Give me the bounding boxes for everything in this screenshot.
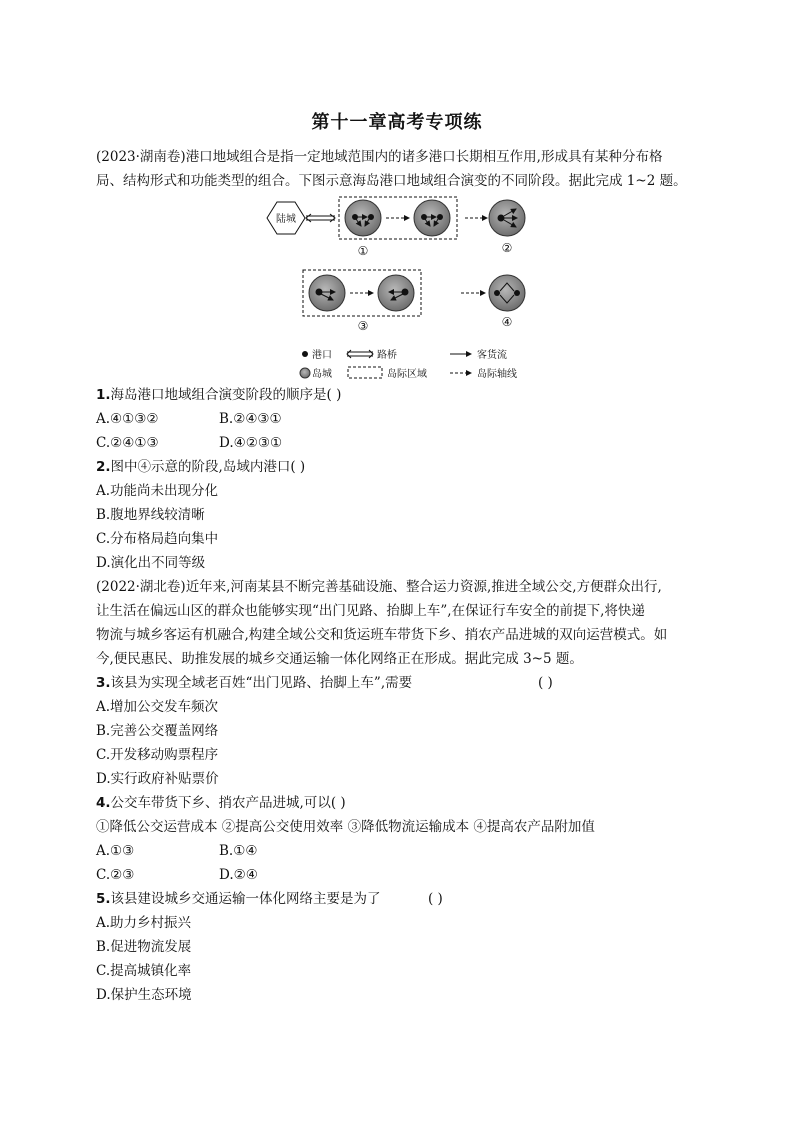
q1-option-b[interactable]: B.②④③① bbox=[219, 411, 282, 427]
intro1-line1 bbox=[96, 146, 662, 169]
q5-option-c[interactable]: C.提高城镇化率 bbox=[96, 963, 192, 979]
legend-cargo-flow: 客货流 bbox=[477, 350, 507, 361]
q1-option-a[interactable]: A.④①③② bbox=[96, 411, 159, 427]
intro2-line2: 让生活在偏远山区的群众也能够实现“出门见路、抬脚上车”,在保证行车安全的前提下,将快递 bbox=[96, 603, 645, 619]
bridge-symbol bbox=[306, 214, 335, 222]
q1-option-d[interactable]: D.④②③① bbox=[219, 435, 283, 451]
q4-options-row2 bbox=[96, 864, 258, 887]
q4-option-b[interactable]: B.①④ bbox=[219, 843, 258, 859]
q5-number: 5. bbox=[96, 891, 111, 907]
q4-text: 公交车带货下乡、捎农产品进城,可以( ) bbox=[110, 795, 346, 811]
q1-stem bbox=[96, 384, 341, 407]
q4-option-c[interactable]: C.②③ bbox=[96, 867, 135, 883]
land-hexagon bbox=[267, 202, 305, 234]
port-evolution-diagram bbox=[255, 192, 545, 384]
intro1-text1: 港口地域组合是指一定地域范围内的诸多港口长期相互作用,形成具有某种分布格 bbox=[185, 149, 663, 165]
diagram-legend bbox=[300, 348, 517, 380]
q2-text: 图中④示意的阶段,岛域内港口( ) bbox=[110, 459, 306, 475]
q3-option-a[interactable]: A.增加公交发车频次 bbox=[96, 699, 219, 715]
q2-option-d[interactable]: D.演化出不同等级 bbox=[96, 555, 206, 571]
q5-option-a[interactable]: A.助力乡村振兴 bbox=[96, 915, 192, 931]
q3-option-b[interactable]: B.完善公交覆盖网络 bbox=[96, 723, 219, 739]
q5-option-d[interactable]: D.保护生态环境 bbox=[96, 987, 192, 1003]
q2-number: 2. bbox=[96, 459, 111, 475]
q3-number: 3. bbox=[96, 675, 111, 691]
q2-option-c[interactable]: C.分布格局趋向集中 bbox=[96, 531, 219, 547]
q3-stem bbox=[96, 672, 412, 695]
q5-stem bbox=[96, 888, 381, 911]
stage2-label: ② bbox=[501, 241, 513, 255]
legend-island-region: 岛际区域 bbox=[387, 369, 427, 380]
q3-bracket: ( ) bbox=[538, 675, 553, 691]
q1-text: 海岛港口地域组合演变阶段的顺序是( ) bbox=[110, 387, 342, 403]
q5-text: 该县建设城乡交通运输一体化网络主要是为了 bbox=[110, 891, 381, 907]
page-title: 第十一章高考专项练 bbox=[311, 112, 483, 133]
q1-number: 1. bbox=[96, 387, 111, 403]
q5-option-b[interactable]: B.促进物流发展 bbox=[96, 939, 192, 955]
q2-stem bbox=[96, 456, 305, 479]
legend-port: 港口 bbox=[312, 350, 332, 361]
q1-option-c[interactable]: C.②④①③ bbox=[96, 435, 159, 451]
land-label: 陆城 bbox=[276, 214, 296, 225]
q1-options-row2 bbox=[96, 432, 283, 455]
legend-island-axis: 岛际轴线 bbox=[477, 369, 517, 380]
q3-option-d[interactable]: D.实行政府补贴票价 bbox=[96, 771, 219, 787]
q2-option-a[interactable]: A.功能尚未出现分化 bbox=[96, 483, 219, 499]
intro1-line2: 局、结构形式和功能类型的组合。下图示意海岛港口地域组合演变的不同阶段。据此完成 1~2 题。 bbox=[96, 173, 687, 189]
q4-number: 4. bbox=[96, 795, 111, 811]
q4-option-d[interactable]: D.②④ bbox=[219, 867, 258, 883]
q4-options-row1 bbox=[96, 840, 258, 863]
q3-option-c[interactable]: C.开发移动购票程序 bbox=[96, 747, 219, 763]
stage1-island-a bbox=[345, 200, 381, 236]
intro2-line3: 物流与城乡客运有机融合,构建全域公交和货运班车带货下乡、捎农产品进城的双向运营模式。如 bbox=[96, 627, 668, 643]
q3-text: 该县为实现全域老百姓“出门见路、抬脚上车”,需要 bbox=[110, 675, 413, 691]
intro2-line1 bbox=[96, 576, 662, 599]
intro2-source: (2022·湖北卷) bbox=[96, 579, 186, 595]
stage4-label: ④ bbox=[501, 315, 513, 329]
q2-option-b[interactable]: B.腹地界线较清晰 bbox=[96, 507, 205, 523]
stage3-label: ③ bbox=[357, 319, 369, 333]
stage3-island-a bbox=[309, 275, 345, 311]
stage4-island bbox=[489, 275, 525, 311]
q1-options-row1 bbox=[96, 408, 282, 431]
legend-bridge: 路桥 bbox=[377, 350, 397, 361]
q4-stem bbox=[96, 792, 346, 815]
stage2-island bbox=[489, 200, 525, 236]
q4-option-a[interactable]: A.①③ bbox=[96, 843, 135, 859]
intro1-source: (2023·湖南卷) bbox=[96, 149, 186, 165]
q4-choices: ①降低公交运营成本 ②提高公交使用效率 ③降低物流运输成本 ④提高农产品附加值 bbox=[96, 819, 595, 835]
intro2-text1: 近年来,河南某县不断完善基础设施、整合运力资源,推进全域公交,方便群众出行, bbox=[185, 579, 662, 595]
stage1-island-b bbox=[414, 200, 450, 236]
intro2-line4: 今,便民惠民、助推发展的城乡交通运输一体化网络正在形成。据此完成 3~5 题。 bbox=[96, 651, 583, 667]
q5-bracket: ( ) bbox=[428, 891, 443, 907]
stage1-label: ① bbox=[357, 244, 369, 258]
stage3-island-b bbox=[378, 275, 414, 311]
legend-island: 岛城 bbox=[312, 369, 332, 380]
